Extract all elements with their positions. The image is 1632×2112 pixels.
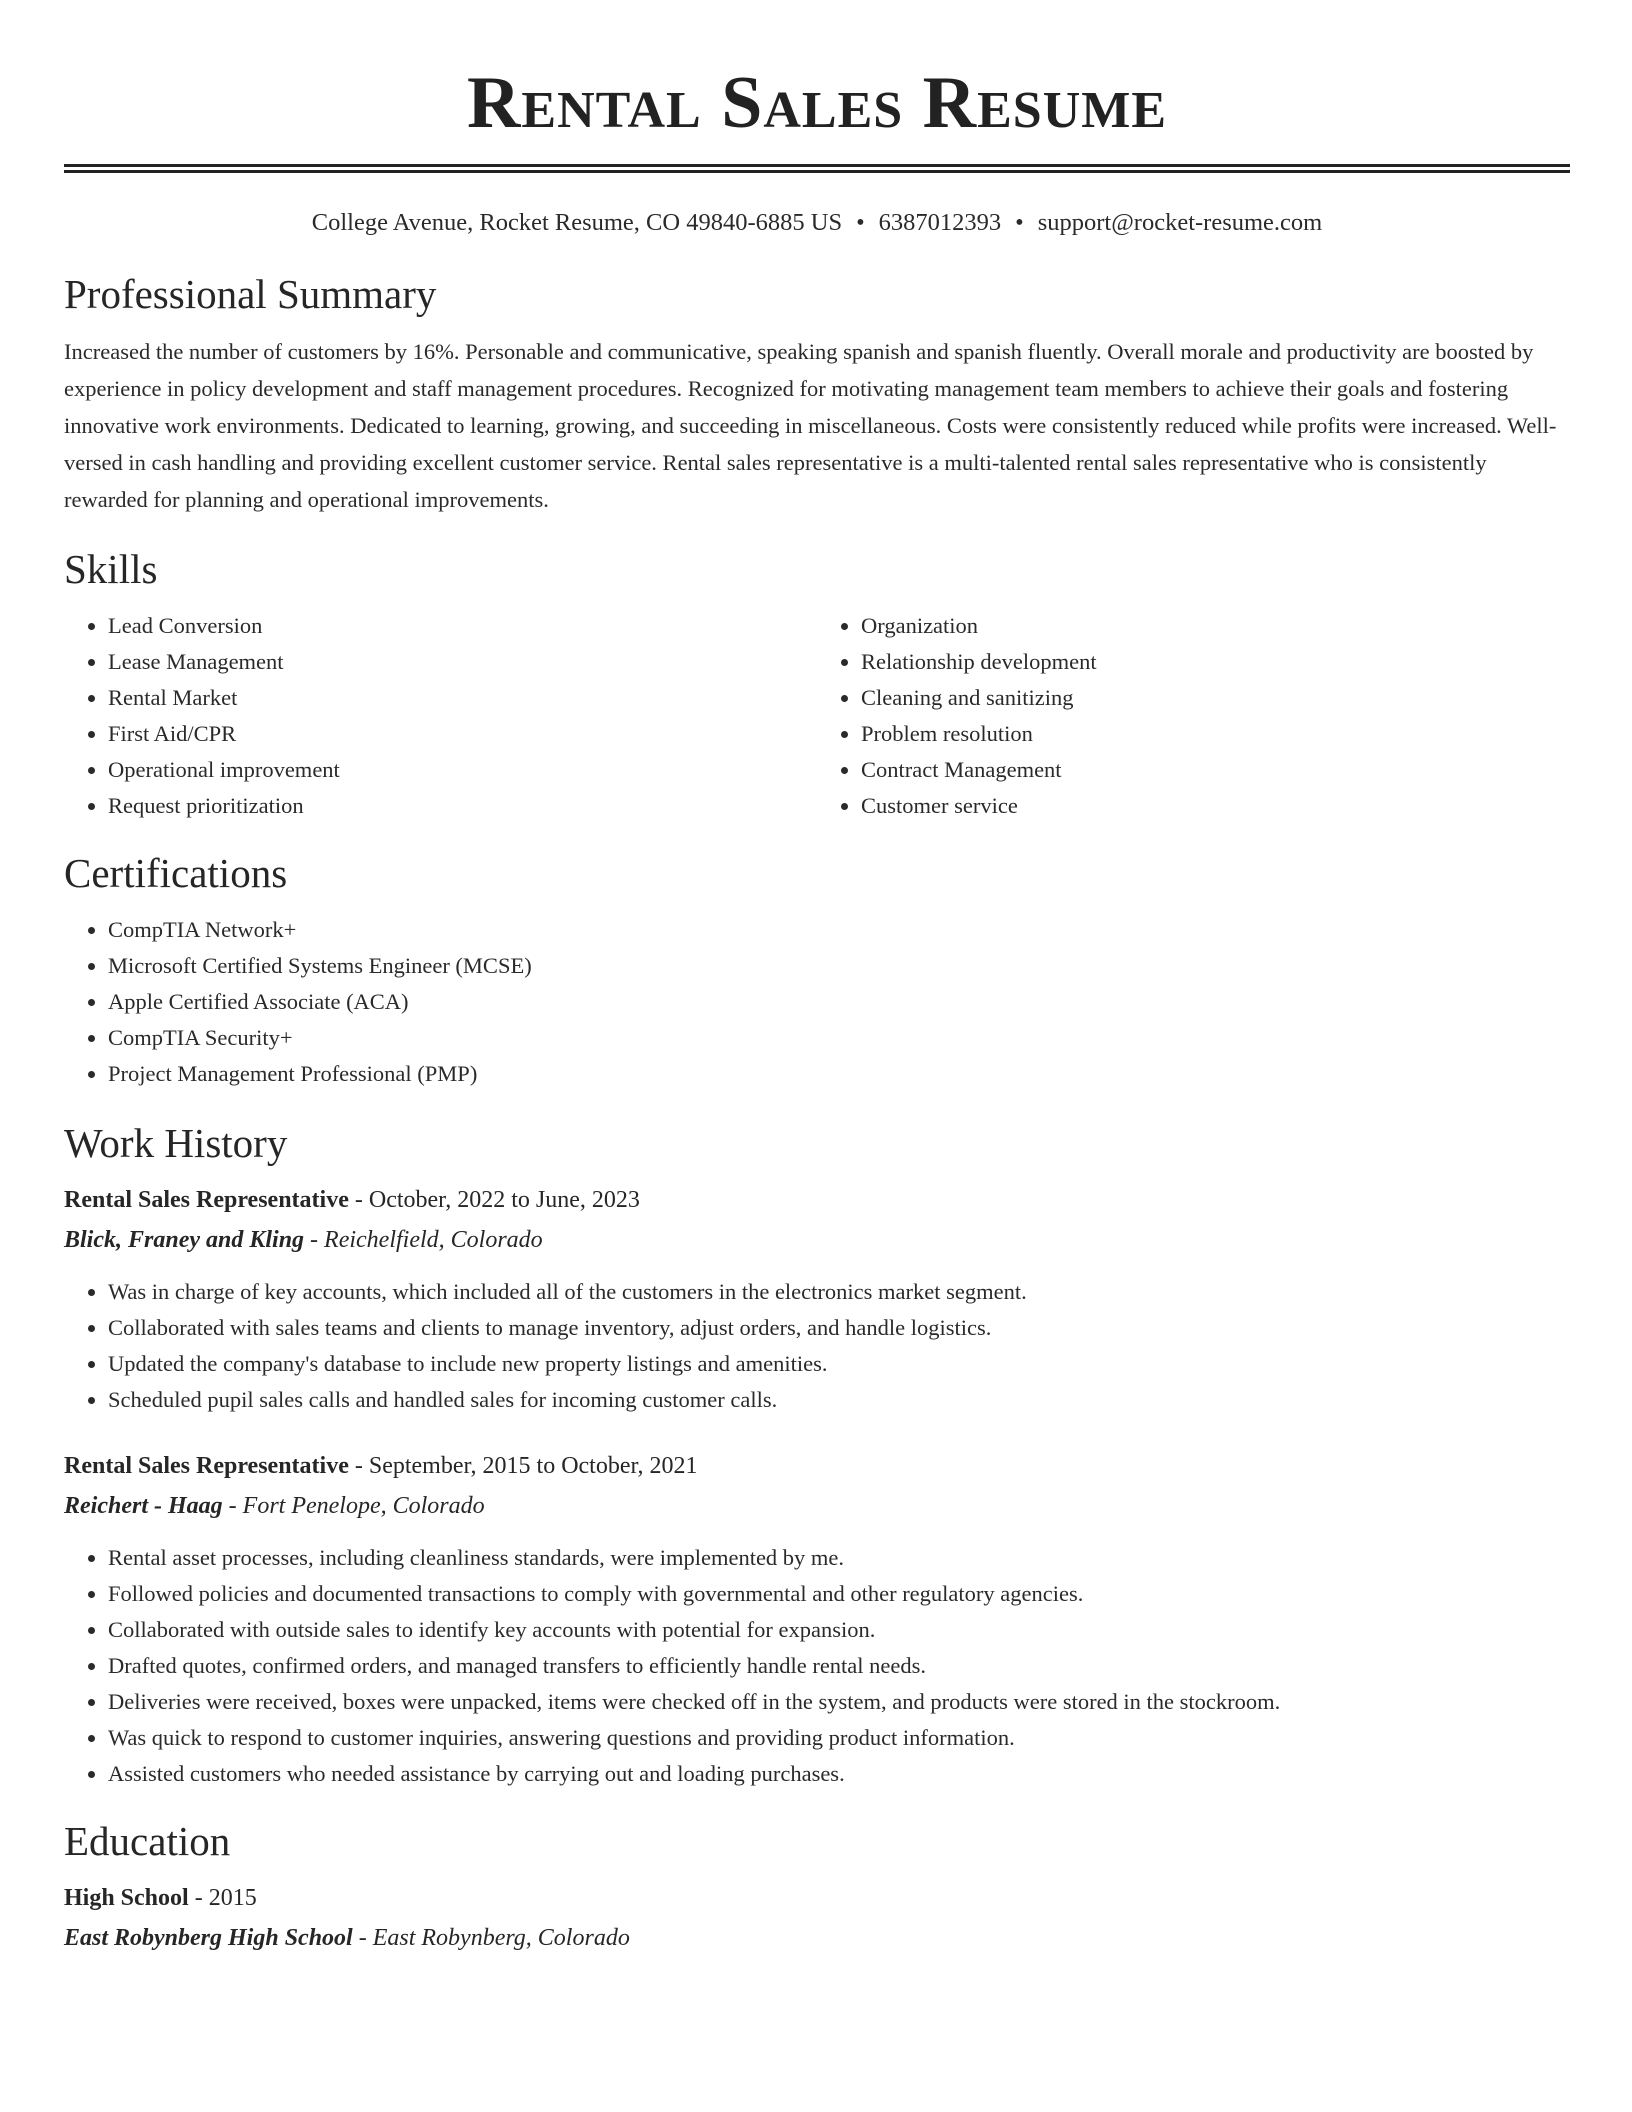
skill-item: • Relationship development (861, 644, 1570, 680)
job-entry (64, 1180, 1570, 1418)
job-dates: October, 2022 to June, 2023 (368, 1187, 640, 1213)
job-entry (64, 1446, 1570, 1792)
job-company: Reichert - Haag (64, 1493, 223, 1519)
certifications-list (64, 912, 1570, 1092)
certifications-section (64, 848, 1570, 1092)
skill-item: • Request prioritization (108, 788, 817, 824)
skills-grid (64, 608, 1570, 824)
skill-item: • Rental Market (108, 680, 817, 716)
contact-separator: • (856, 209, 865, 236)
job-joiner: - (348, 1453, 369, 1479)
education-school: East Robynberg High School (64, 1925, 353, 1951)
skill-item: • Contract Management (861, 752, 1570, 788)
skills-section (64, 544, 1570, 824)
summary-text: Increased the number of customers by 16%. Personable and communicative, speaking spanish and spanish fluently. Overall morale and productivity are boosted by experience in policy development and staff management procedures. Recognized for motivating management team members to achieve their goals and fostering innovative work environments. Dedicated to learning, growing, and succeeding in miscellaneous. Costs were consistently reduced while profits were increased. Well-versed in cash handling and providing excellent customer service. Rental sales representative is a multi-talented rental sales representative who is consistently rewarded for planning and operational improvements. (64, 339, 1557, 512)
certification-item: • Apple Certified Associate (ACA) (108, 984, 1570, 1020)
resume-title: Rental Sales Resume (466, 62, 1168, 144)
education-heading: Education (64, 1818, 231, 1864)
skills-list-left (64, 608, 817, 824)
certification-item: • Microsoft Certified Systems Engineer (MCSE) (108, 948, 1570, 984)
education-joiner: - (188, 1885, 209, 1911)
job-location: Reichelfield, Colorado (324, 1227, 543, 1253)
summary-heading: Professional Summary (64, 271, 437, 317)
job-title-line (64, 1446, 1570, 1486)
work-history-heading: Work History (64, 1120, 288, 1166)
contact-separator: • (1015, 209, 1024, 236)
summary-section (64, 269, 1570, 518)
job-location: Fort Penelope, Colorado (242, 1493, 485, 1519)
skills-heading: Skills (64, 546, 158, 592)
job-bullet: • Was in charge of key accounts, which included all of the customers in the electronics market segment. (108, 1274, 1570, 1310)
education-joiner: - (352, 1925, 373, 1951)
skill-item: • Customer service (861, 788, 1570, 824)
contact-email: support@rocket-resume.com (1037, 209, 1323, 236)
education-entry (64, 1878, 1570, 1958)
skill-item: • Lease Management (108, 644, 817, 680)
job-bullet: • Collaborated with outside sales to identify key accounts with potential for expansion. (108, 1612, 1570, 1648)
education-section (64, 1816, 1570, 1958)
job-bullets (64, 1274, 1570, 1418)
job-bullet: • Assisted customers who needed assistance by carrying out and loading purchases. (108, 1756, 1570, 1792)
education-school-line (64, 1918, 1570, 1958)
job-bullet: • Drafted quotes, confirmed orders, and managed transfers to efficiently handle rental needs. (108, 1648, 1570, 1684)
skills-list-right (817, 608, 1570, 824)
skill-item: • Problem resolution (861, 716, 1570, 752)
job-dates: September, 2015 to October, 2021 (368, 1453, 698, 1479)
job-bullet: • Followed policies and documented transactions to comply with governmental and other regulatory agencies. (108, 1576, 1570, 1612)
education-degree: High School (64, 1885, 189, 1911)
job-bullets (64, 1540, 1570, 1792)
skill-item: • Lead Conversion (108, 608, 817, 644)
contact-address: College Avenue, Rocket Resume, CO 49840-6885 US (311, 209, 843, 236)
job-bullet: • Deliveries were received, boxes were unpacked, items were checked off in the system, and products were stored in the stockroom. (108, 1684, 1570, 1720)
job-bullet: • Collaborated with sales teams and clients to manage inventory, adjust orders, and handle logistics. (108, 1310, 1570, 1346)
job-bullet: • Updated the company's database to include new property listings and amenities. (108, 1346, 1570, 1382)
education-location: East Robynberg, Colorado (372, 1925, 630, 1951)
certification-item: • CompTIA Security+ (108, 1020, 1570, 1056)
education-degree-line (64, 1878, 1570, 1918)
certifications-heading: Certifications (64, 850, 288, 896)
job-title: Rental Sales Representative (64, 1453, 349, 1479)
job-joiner: - (304, 1227, 325, 1253)
job-company: Blick, Franey and Kling (64, 1227, 305, 1253)
job-bullet: • Was quick to respond to customer inquiries, answering questions and providing product information. (108, 1720, 1570, 1756)
job-company-line (64, 1486, 1570, 1526)
certification-item: • Project Management Professional (PMP) (108, 1056, 1570, 1092)
job-title-line (64, 1180, 1570, 1220)
skill-item: • Operational improvement (108, 752, 817, 788)
title-divider (64, 164, 1570, 173)
job-joiner: - (348, 1187, 369, 1213)
skill-item: • First Aid/CPR (108, 716, 817, 752)
work-history-section (64, 1118, 1570, 1792)
skill-item: • Cleaning and sanitizing (861, 680, 1570, 716)
resume-page (64, 0, 1570, 1958)
skill-item: • Organization (861, 608, 1570, 644)
job-joiner: - (222, 1493, 243, 1519)
contact-phone: 6387012393 (878, 209, 1002, 236)
job-title: Rental Sales Representative (64, 1187, 349, 1213)
job-company-line (64, 1220, 1570, 1260)
contact-line (64, 207, 1570, 239)
job-bullet: • Scheduled pupil sales calls and handled sales for incoming customer calls. (108, 1382, 1570, 1418)
certification-item: • CompTIA Network+ (108, 912, 1570, 948)
job-bullet: • Rental asset processes, including cleanliness standards, were implemented by me. (108, 1540, 1570, 1576)
education-year: 2015 (208, 1885, 257, 1911)
